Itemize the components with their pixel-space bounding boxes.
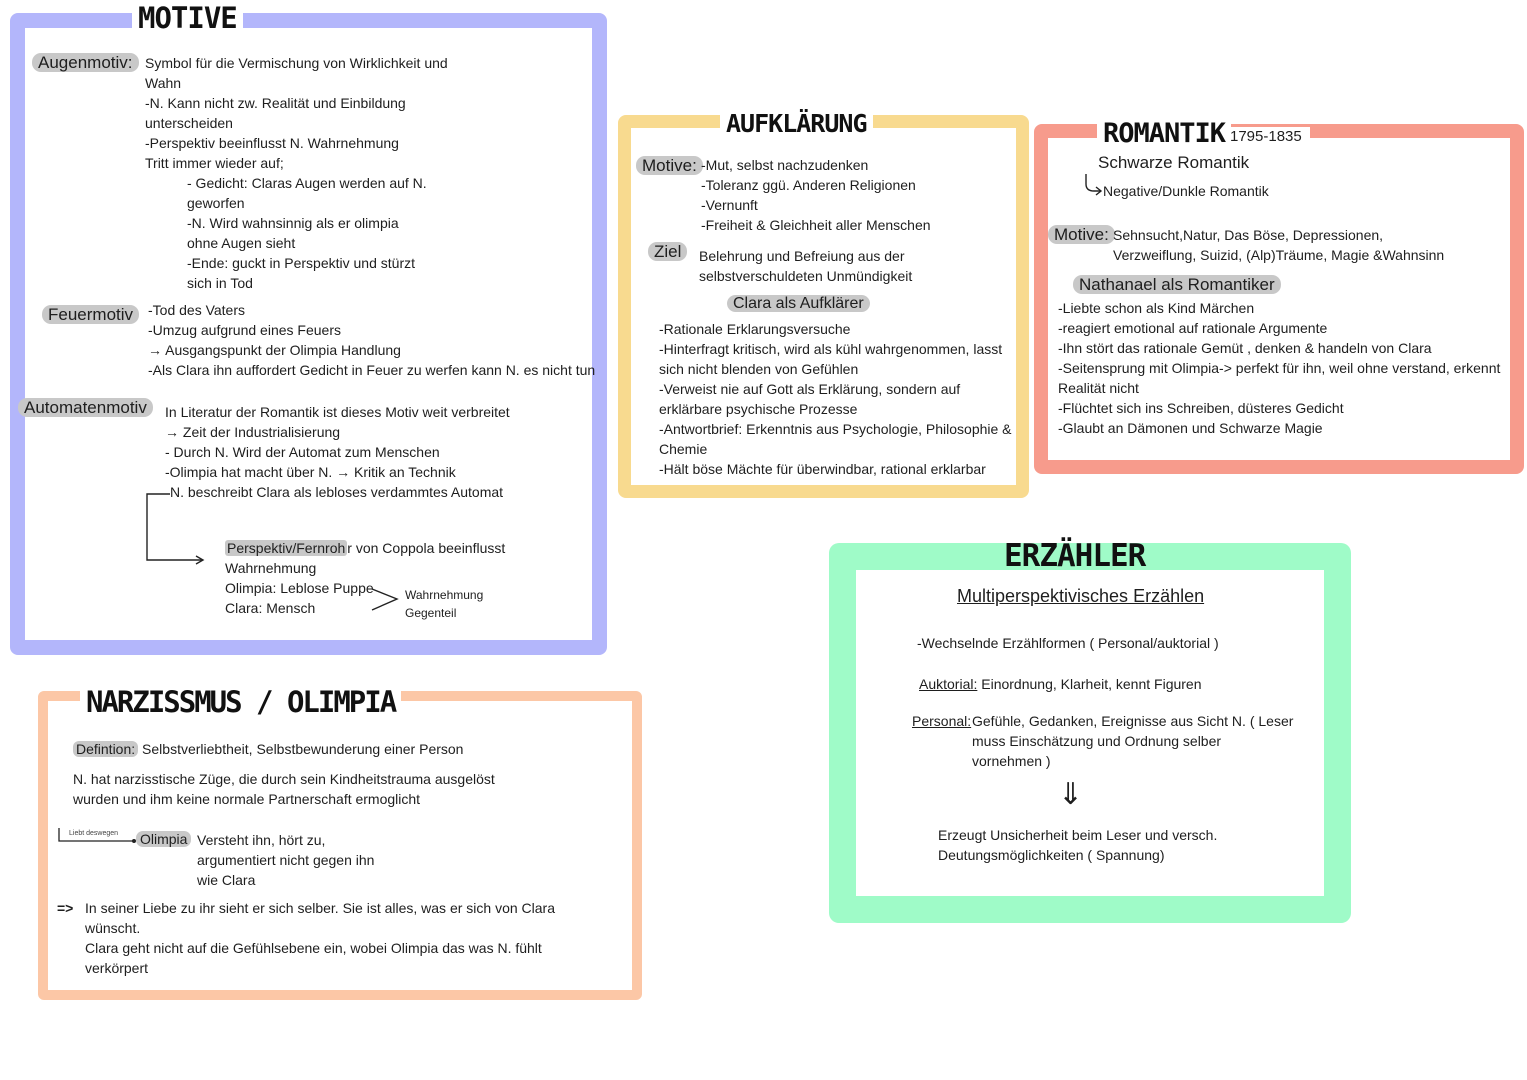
auktorial-row: Auktorial: Einordnung, Klarheit, kennt Figuren: [919, 676, 1202, 692]
personal-label: Personal:: [912, 713, 972, 729]
aufklaerung-title: AUFKLÄRUNG: [720, 111, 873, 136]
personal-text: Gefühle, Gedanken, Ereignisse aus Sicht N. ( Leser muss Einschätzung und Ordnung selber vornehmen ): [972, 713, 1294, 769]
automatenmotiv-text: In Literatur der Romantik ist dieses Motiv weit verbreitet → Zeit der Industrialisierung - Durch N. Wird der Automat zum Menschen -Olimpia hat macht über N. → Kritik an Technik N. beschreibt Clara als lebloses verdammtes Automat: [165, 404, 510, 500]
ziel-label: Ziel: [648, 242, 687, 261]
augenmotiv-text: Symbol für die Vermischung von Wirklichkeit und Wahn -N. Kann nicht zw. Realität und Einbildung unterscheiden -Perspektiv beeinflusst N. Wahrnehmung Tritt immer wieder auf; - Gedicht: Claras Augen werden auf N. geworfen -N. Wird wahnsinnig als er olimpia ohne Augen sieht -Ende: guckt in Perspektiv und stürzt sich in Tod: [145, 55, 448, 291]
perspektiv-block: Perspektiv/Fernroh r von Coppola beeinflusst Wahrnehmung Olimpia: Leblose Puppe Clara: Mensch: [225, 540, 506, 616]
erzaehler-title: ERZÄHLER: [1004, 538, 1146, 574]
nathanael-label: Nathanael als Romantiker: [1073, 275, 1281, 294]
conclusion-arrow: =>: [57, 900, 74, 916]
wahrnehmung-note: Wahrnehmung Gegenteil: [405, 588, 484, 620]
narzissmus-title: NARZISSMUS / OLIMPIA: [80, 688, 401, 717]
nathanael-text: -Liebte schon als Kind Märchen -reagiert emotional auf rationale Argumente -Ihn stört das rationale Gemüt , denken & handeln von Clara -Seitensprung mit Olimpia-> perfekt für ihn, weil ohne verstand, erkennt Realität nicht -Flüchtet sich ins Schreiben, düsteres Gedicht -Glaubt an Dämonen und Schwarze Magie: [1058, 300, 1501, 436]
definition-label: Defintion:: [73, 741, 138, 757]
olimpia-text: Versteht ihn, hört zu, argumentiert nicht gegen ihn wie Clara: [197, 832, 375, 888]
narzissmus-conclusion: In seiner Liebe zu ihr sieht er sich selber. Sie ist alles, was er sich von Clara wünscht. Clara geht nicht auf die Gefühlsebene ein, wobei Olimpia das was N. fühlt verkörpert: [85, 900, 555, 976]
aufklaerung-motive-label: Motive:: [636, 156, 703, 175]
romantik-sub2: Negative/Dunkle Romantik: [1103, 183, 1269, 199]
erzaehlformen-line: -Wechselnde Erzählformen ( Personal/auktorial ): [917, 635, 1219, 651]
romantik-title: ROMANTIK: [1097, 120, 1231, 147]
aufklaerung-motive-text: -Mut, selbst nachzudenken -Toleranz ggü. Anderen Religionen -Vernunft -Freiheit & Gleichheit aller Menschen: [701, 157, 931, 233]
ziel-text: Belehrung und Befreiung aus der selbstverschuldeten Unmündigkeit: [699, 248, 913, 284]
olimpia-label: Olimpia: [136, 831, 191, 847]
greater-than-brace-icon: [370, 586, 400, 614]
automatenmotiv-label: Automatenmotiv: [18, 398, 153, 417]
motive-title: MOTIVE: [132, 4, 243, 33]
automaten-connector-arrow: [140, 488, 220, 568]
narzissmus-paragraph: N. hat narzisstische Züge, die durch sein Kindheitstrauma ausgelöst wurden und ihm keine normale Partnerschaft ermoglicht: [73, 771, 495, 807]
romantik-motive-label: Motive:: [1048, 225, 1115, 244]
erzaehler-result: Erzeugt Unsicherheit beim Leser und versch. Deutungsmöglichkeiten ( Spannung): [938, 827, 1218, 863]
curved-arrow-icon: [1082, 172, 1104, 196]
perspektiv-highlight: Perspektiv/Fernroh: [227, 540, 346, 556]
liebt-deswegen-note: Liebt deswegen: [69, 830, 119, 837]
clara-aufklaerer-label: Clara als Aufklärer: [727, 295, 870, 312]
double-down-arrow-icon: ⇓: [1058, 777, 1084, 812]
romantik-subtitle: Schwarze Romantik: [1098, 153, 1250, 172]
feuermotiv-label: Feuermotiv: [42, 305, 139, 324]
clara-aufklaerer-text: -Rationale Erklarungsversuche -Hinterfragt kritisch, wird als kühl wahrgenommen, lasst sich nicht blenden von Gefühlen -Verweist nie auf Gott als Erklärung, sondern auf erklärbare psychische Prozesse -Antwortbrief: Erkenntnis aus Psychologie, Philosophie & Chemie -Hält böse Mächte für überwindbar, rational erklarbar: [659, 321, 1012, 477]
augenmotiv-label: Augenmotiv:: [32, 53, 139, 72]
romantik-motive-text: Sehnsucht,Natur, Das Böse, Depressionen, Verzweiflung, Suizid, (Alp)Träume, Magie &Wahnsinn: [1113, 227, 1445, 263]
definition-row: Defintion: Selbstverliebtheit, Selbstbewunderung einer Person: [73, 739, 463, 759]
romantik-years: 1795-1835: [1226, 127, 1310, 147]
erzaehler-subtitle: Multiperspektivisches Erzählen: [957, 586, 1205, 606]
auktorial-label: Auktorial:: [919, 676, 978, 692]
feuermotiv-text: -Tod des Vaters -Umzug aufgrund eines Feuers → Ausgangspunkt der Olimpia Handlung -Als Clara ihn auffordert Gedicht in Feuer zu werfen kann N. es nicht tun: [148, 302, 596, 378]
